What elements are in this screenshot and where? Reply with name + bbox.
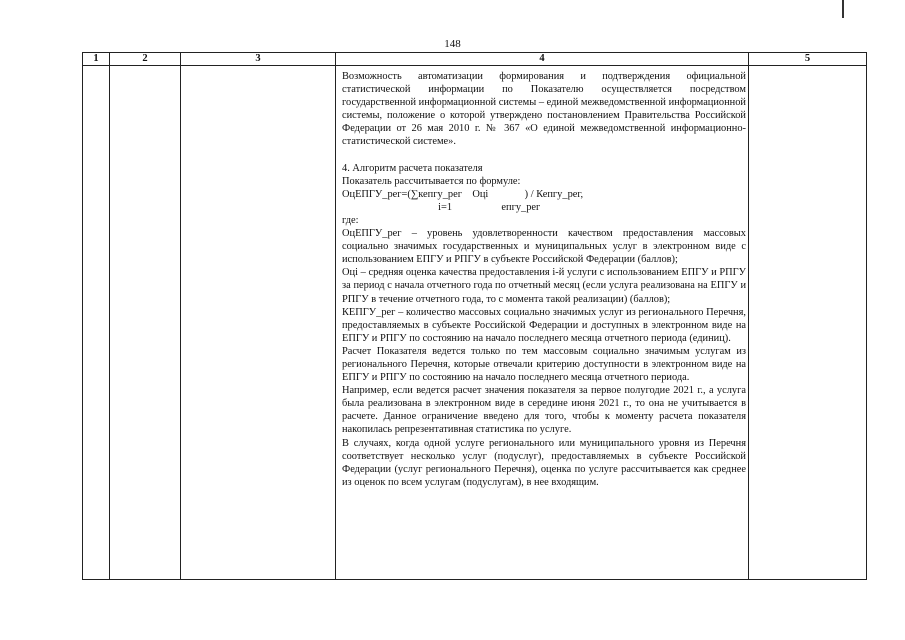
definition-count: КЕПГУ_рег – количество массовых социально значимых услуг из регионального Перечня, предоставляемых в субъекте Российской Федерации и доступных в электронном виде на ЕПГУ и РПГУ по состоянию на начало последнего месяца отчетного периода (единиц).	[342, 306, 746, 344]
page-number: 148	[444, 38, 461, 50]
cell-col-5	[749, 66, 867, 580]
calculation-note: Расчет Показателя ведется только по тем массовым социально значимым услугам из регионального Перечня, которые отвечали критерию доступности в электронном виде на ЕПГУ и РПГУ по состоянию на начало последнего месяца отчетного периода.	[342, 345, 746, 384]
cell-col-3	[181, 66, 336, 580]
where-label: где:	[342, 214, 359, 226]
example-paragraph: Например, если ведется расчет значения показателя за первое полугодие 2021 г., а услуга была реализована в электронном виде в середине июня 2021 г., то она не учитывается в расчете. Данное ограничение введено для того, чтобы к моменту расчета показателя накопилась репрезентативная статистика по услуге.	[342, 385, 746, 436]
column-header-2: 2	[110, 53, 181, 66]
document-table	[82, 52, 867, 580]
table-row	[83, 66, 867, 580]
definition-average: Оці – средняя оценка качества предоставления і-й услуги с использованием ЕПГУ и РПГУ за период с начала отчетного года по отчетный месяц (если услуга реализована на ЕПГУ и РПГУ в течение отчетного года, то с момента такой реализации) (баллов);	[342, 267, 746, 305]
definition-total: ОцЕПГУ_рег – уровень удовлетворенности качеством предоставления массовых социально значимых государственных и муниципальных услуг в электронном виде с использованием ЕПГУ и РПГУ в субъекте Российской Федерации (баллов);	[342, 228, 746, 266]
formula-intro: Показатель рассчитывается по формуле:	[342, 175, 521, 187]
column-header-4: 4	[336, 53, 749, 66]
column-header-5: 5	[749, 53, 867, 66]
cases-paragraph: В случаях, когда одной услуге регионального или муниципального уровня из Перечня соответствует несколько услуг (подуслуг), предоставляемых в субъекте Российской Федерации (услуг регионального Перечня), оценка по услуге рассчитывается как среднее из оценок по всем услугам (подуслугам), в нее входящим.	[342, 437, 746, 488]
formula-line: ОцЕПГУ_рег=(∑кепгу_рег Оці ) / Кепгу_рег,	[342, 188, 584, 200]
intro-paragraph: Возможность автоматизации формирования и подтверждения официальной статистической информации по Показателю осуществляется посредством государственной информационной системы – единой межведомственной информационной системы, положение о которой утверждено постановлением Правительства Российской Федерации от 26 мая 2010 г. № 367 «О единой межведомственной информационно-статистической системе».	[342, 71, 746, 148]
cell-col-2	[110, 66, 181, 580]
column-header-1: 1	[83, 53, 110, 66]
table-header-row	[83, 53, 867, 66]
cell-col-4	[336, 66, 749, 580]
formula-subscript-line: i=1 епгу_рег	[342, 201, 541, 213]
section-title: 4. Алгоритм расчета показателя	[342, 162, 483, 174]
column-header-3: 3	[181, 53, 336, 66]
cell-col-1	[83, 66, 110, 580]
page-edge-mark	[842, 0, 844, 18]
